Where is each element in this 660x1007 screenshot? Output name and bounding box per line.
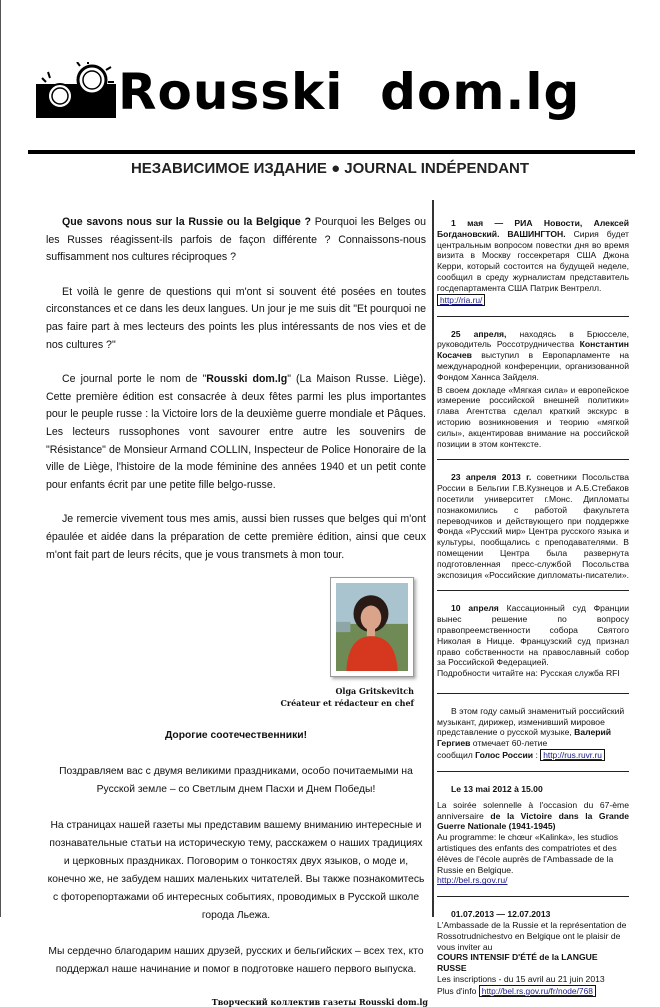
news-date: 10 апреля	[451, 603, 499, 614]
news-text: (1941-1945)	[506, 821, 556, 832]
news-text: Les inscriptions - du 15 avril au 21 juin 2013	[437, 974, 605, 985]
russian-heading: Дорогие соотечественники!	[164, 730, 308, 742]
author-role: Créateur et rédacteur en chef	[280, 698, 414, 709]
intro-text: " (La Maison Russe. Liège). Cette première édition est consacrée à deux fêtes parmi les plus importantes pour le peuple russe : la Victoire lors de la deuxième guerre mondiale et Pâques. Les lecteurs russophones vont savourer entre autre les souvenirs de "Résistance" de Monsieur Armand COLLIN, Inspecteur de Police Honoraire de la ville de Liège, l'histoire de la mode féminine des années 1940 et un petit conte pour enfants écrit par une petite fille belgo-russe.	[46, 373, 426, 491]
news-source[interactable]: Подробности читайте на: Русская служба RFI	[437, 668, 620, 679]
intro-paragraph-3	[46, 371, 426, 494]
news-text: сообщил	[437, 750, 476, 761]
news-person: Валерий Гергиев	[437, 727, 612, 749]
news-text: советники Посольства России в Бельгии Г.В.Кузнецов и А.Б.Стебаков посетили университет г.Монс. Дипломаты познакомились с работой факультета переводчиков и действующего при поддержке Фонда «Русский мир» Центра русского языка и культуры, пообщались с преподавателями. В помещении Центра была развернута подготовленная пресс-службой Посольства экспозиция «Российские дипломаты-писатели».	[437, 472, 629, 580]
news-highlight: COURS INTENSIF D'ÉTÉ de la LANGUE RUSSE	[437, 952, 598, 974]
news-item	[437, 316, 629, 460]
intro-question: Que savons nous sur la Russie ou la Belgique ?	[62, 216, 311, 228]
news-item	[437, 590, 629, 693]
news-text: L'Ambassade de la Russie et la représentation de Rossotrudnichestvo en Belgique ont le plaisir de vous inviter au	[437, 920, 627, 952]
news-link[interactable]: http://ria.ru/	[437, 294, 485, 306]
news-person: Константин Косачев	[437, 339, 629, 361]
news-text: выступил в Европарламенте на международной конференции, организованной Фондом Ханнса Зайделя.	[437, 350, 629, 382]
intro-paragraph-1	[46, 214, 426, 267]
news-text: В этом году самый знаменитый российский музыкант, дирижер, изменивший мировое представление о русской музыке,	[437, 705, 625, 738]
journal-name: Rousski dom.lg	[206, 373, 288, 386]
editorial-french	[46, 214, 426, 564]
news-text: отмечает 60-летие	[470, 738, 548, 749]
news-date: Le 13 mai 2012 à 15.00	[451, 784, 543, 795]
news-text: Сирия будет центральным вопросом повестки дня во время визита в Москву госсекретаря США Джона Керри, который состоится на будущей неделе, сообщил в среду журналистам представитель госдепартамента США Патрик Вентрелл.	[437, 228, 629, 293]
intro-text: Ce journal porte le nom de "	[62, 373, 207, 386]
editorial-signature: Творческий коллектив газеты Rousski dom.lg	[211, 997, 428, 1007]
photo-caption	[281, 685, 415, 709]
russian-paragraph-1: Поздравляем вас с двумя великими праздниками, особо почитаемыми на Русской земле – со Светлым днем Пасхи и Днем Победы!	[59, 766, 413, 796]
editorial-russian	[46, 727, 426, 979]
news-date: 01.07.2013 — 12.07.2013	[451, 909, 551, 920]
author-photo	[330, 577, 414, 677]
masthead-subtitle: НЕЗАВИСИМОЕ ИЗДАНИЕ ● JOURNAL INDÉPENDANT	[130, 160, 530, 177]
column-divider	[432, 200, 434, 917]
masthead-rule	[28, 150, 635, 154]
news-item	[437, 896, 629, 1007]
masthead-logo-icon	[36, 62, 116, 118]
masthead-title: Rousski dom.lg	[118, 63, 581, 121]
news-item	[437, 771, 629, 896]
news-date: 23 апреля 2013 г.	[451, 472, 532, 483]
author-name: Olga Gritskevitch	[335, 686, 414, 697]
news-item	[437, 218, 629, 316]
intro-text: Pourquoi les Belges ou les Russes réagissent-ils parfois de façon différente ? Connaissons-nous suffisamment nos cultures réciproques ?	[46, 216, 427, 264]
news-date: 25 апреля,	[451, 328, 507, 339]
separator: :	[533, 750, 541, 761]
page-border	[0, 0, 1, 917]
news-text: Кассационный суд Франции вынес решение по вопросу правопреемственности собора Святого Николая в Ницце. Французский суд признал право собственности на православный собор за Российской Федерацией.	[437, 603, 629, 668]
news-headline: 1 мая — РИА Новости, Алексей Богдановский. ВАШИНГТОН.	[437, 218, 629, 239]
news-item	[437, 693, 629, 771]
russian-paragraph-2: На страницах нашей газеты мы представим вашему вниманию интересные и познавательные статьи на историческую тему, расскажем о наших традициях и церковных праздниках. Поговорим о тонкостях двух языков, о моде и, конечно же, не забудем наших маленьких читателей. Вы также познакомитесь с фоторепортажами об интересных событиях, проводимых в Русской школе города Льежа.	[47, 820, 425, 922]
intro-paragraph-4: Je remercie vivement tous mes amis, aussi bien russes que belges qui m'ont épaulée et aidée dans la préparation de cette première édition, ainsi que ceux m'ont fait part de leurs récits, que je vous transmets à mon tour.	[46, 513, 426, 561]
news-highlight: de la Victoire dans la Grande Guerre Nationale	[437, 810, 630, 832]
news-text: La soirée solennelle à l'occasion du 67-ème anniversaire	[437, 799, 629, 821]
news-link[interactable]: http://bel.rs.gov.ru/fr/node/768	[479, 985, 596, 997]
news-text: Plus d'info	[437, 985, 479, 996]
author-block	[46, 577, 414, 709]
news-text: Au programme: le chœur «Kalinka», les studios artistiques des enfants des compatriotes et des élèves de l'école auprès de l'Ambassade de la Russie en Belgique.	[437, 832, 619, 875]
news-column	[437, 218, 629, 1007]
left-column	[46, 214, 426, 1007]
russian-paragraph-3: Мы сердечно благодарим наших друзей, русских и бельгийских – всех тех, кто поддержал наше начинание и помог в подготовке нашего первого выпуска.	[48, 946, 424, 976]
news-source: Голос России	[475, 750, 534, 761]
news-link[interactable]: http://rus.ruvr.ru	[540, 749, 605, 761]
intro-paragraph-2: Et voilà le genre de questions qui m'ont si souvent été posées en toutes circonstances et ce dans les deux langues. Un jour je me suis dit "Et pourquoi ne pas faire part à mes lecteurs des points les plus intéressants de nos vies et de nos cultures ?"	[46, 285, 426, 351]
news-item	[437, 459, 629, 590]
news-text: В своем докладе «Мягкая сила» и европейское измерение российской внешней политики» глава Агентства сделал краткий экскурс в историю возникновения и теорию «мягкой силы», акцентировав внимание на российской позиции в этом контексте.	[437, 384, 629, 449]
news-text: находясь в Брюсселе, руководитель Россотрудничества	[437, 328, 629, 350]
news-link[interactable]: http://bel.rs.gov.ru/	[437, 875, 508, 886]
